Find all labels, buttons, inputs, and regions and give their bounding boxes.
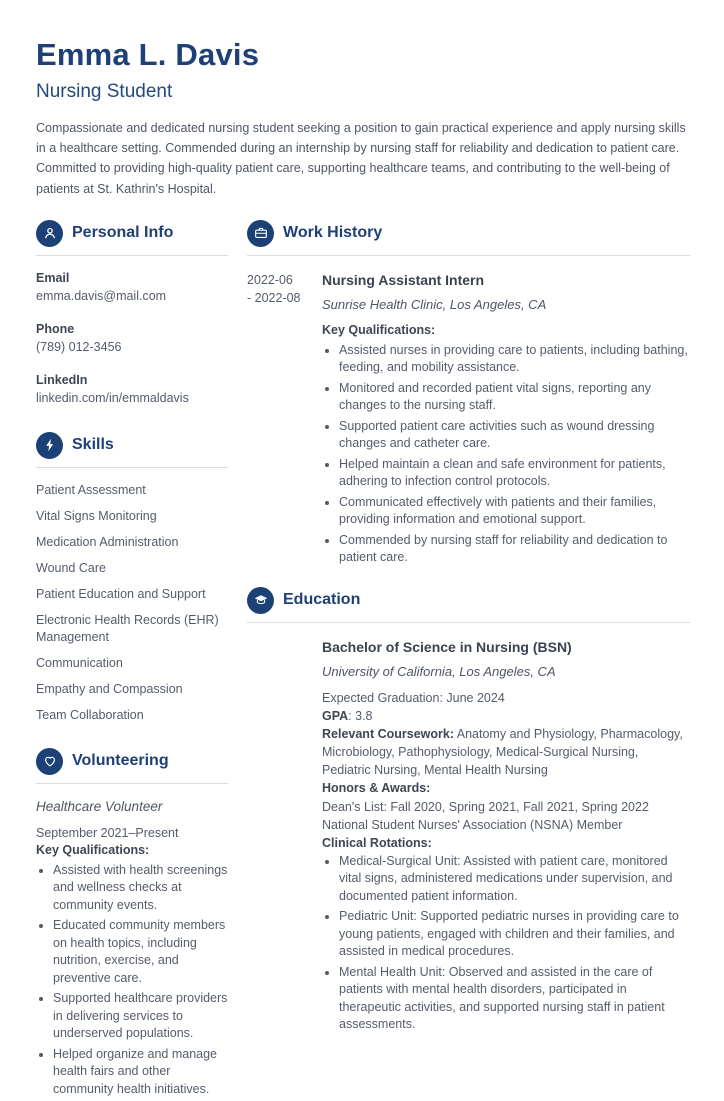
education-school: University of California, Los Angeles, CA <box>322 663 556 679</box>
education-detail-text: Dean's List: Fall 2020, Spring 2021, Fall 2021, Spring 2022 <box>322 799 649 814</box>
education-degree: Bachelor of Science in Nursing (BSN) <box>322 638 572 655</box>
contact-field-value: (789) 012-3456 <box>36 340 122 355</box>
volunteer-bullet-list <box>36 862 228 1099</box>
right-column <box>247 220 690 1101</box>
education-detail-text: Expected Graduation: June 2024 <box>322 690 505 705</box>
volunteer-bullet: • Helped organize and manage health fairs and other community health initiatives. <box>53 1046 228 1099</box>
education-detail-line <box>322 689 690 707</box>
work-entry-title: Nursing Assistant Intern <box>322 271 485 288</box>
skill-item: Vital Signs Monitoring <box>36 508 157 523</box>
education-detail-text: : 3.8 <box>348 708 373 723</box>
skill-item: Wound Care <box>36 560 106 575</box>
education-detail-line <box>322 779 690 797</box>
education-detail-line <box>322 816 690 834</box>
summary-text: Compassionate and dedicated nursing student seeking a position to gain practical experience and apply nursing skills in a healthcare setting. Commended during an internship by nursing staff for reliability and dedication to patient care. Committed to providing high-quality patient care, supporting healthcare teams, and contributing to the well-being of patients at St. Kathrin's Hospital. <box>36 120 686 196</box>
skills-header <box>36 432 228 468</box>
candidate-job-title: Nursing Student <box>36 81 173 103</box>
work-bullet: • Assisted nurses in providing care to patients, including bathing, feeding, and mobility assistance. <box>339 342 690 377</box>
work-bullet: • Helped maintain a clean and safe environment for patients, adhering to infection control protocols. <box>339 456 690 491</box>
personal-info-fields <box>36 270 228 408</box>
education-detail-text: Anatomy and Physiology, Pharmacology, Microbiology, Pathophysiology, Medical-Surgical Nursing, Pediatric Nursing, Mental Health Nursing <box>322 727 683 778</box>
volunteering-header <box>36 748 228 784</box>
education-detail-label: GPA <box>322 708 349 723</box>
skills-heading: Skills <box>72 436 114 454</box>
volunteer-bullet: • Educated community members on health topics, including nutrition, exercise, and preventive care. <box>53 917 228 987</box>
contact-field-label: Phone <box>36 321 75 336</box>
skill-item: Medication Administration <box>36 534 179 549</box>
volunteer-qualifications-label: Key Qualifications: <box>36 843 150 858</box>
heart-icon <box>36 748 63 775</box>
education-entry-dates <box>247 638 309 1037</box>
education-detail-line <box>322 834 690 852</box>
education-detail-label: Clinical Rotations: <box>322 835 432 850</box>
work-bullet: • Commended by nursing staff for reliability and dedication to patient care. <box>339 532 690 567</box>
personal-info-header <box>36 220 228 256</box>
resume-header <box>36 38 690 199</box>
education-entry-content <box>322 638 690 1037</box>
clinical-rotations-list <box>322 853 690 1034</box>
contact-field <box>36 372 228 408</box>
skill-item: Communication <box>36 655 123 670</box>
section-personal-info <box>36 220 228 408</box>
skill-item: Electronic Health Records (EHR) Management <box>36 612 219 644</box>
section-education <box>247 587 690 1037</box>
skills-list <box>36 482 228 724</box>
work-entry-content <box>322 271 690 570</box>
education-detail-line <box>322 707 690 725</box>
education-detail-line <box>322 725 690 779</box>
education-details <box>322 689 690 852</box>
section-volunteering <box>36 748 228 1099</box>
education-detail-text: National Student Nurses' Association (NSNA) Member <box>322 817 623 832</box>
volunteer-bullet: • Supported healthcare providers in delivering services to underserved populations. <box>53 990 228 1043</box>
graduation-cap-icon <box>247 587 274 614</box>
contact-field-value: linkedin.com/in/emmaldavis <box>36 391 189 406</box>
personal-info-heading: Personal Info <box>72 224 174 242</box>
education-detail-label: Honors & Awards: <box>322 781 431 796</box>
work-entry <box>247 271 690 570</box>
education-detail-label: Relevant Coursework: <box>322 727 454 742</box>
work-bullet-list <box>322 342 690 567</box>
briefcase-icon <box>247 220 274 247</box>
volunteer-dates: September 2021–Present <box>36 825 179 840</box>
person-icon <box>36 220 63 247</box>
volunteering-entry <box>36 799 228 1099</box>
clinical-rotation-bullet: • Medical-Surgical Unit: Assisted with patient care, monitored vital signs, administered medications under supervision, and documented patient information. <box>339 853 690 906</box>
work-bullet: • Supported patient care activities such as wound dressing changes and catheter care. <box>339 418 690 453</box>
volunteer-bullet: • Assisted with health screenings and wellness checks at community events. <box>53 862 228 915</box>
work-bullet: • Communicated effectively with patients and their families, providing information and emotional support. <box>339 494 690 529</box>
work-entry-body <box>322 322 690 567</box>
left-column <box>36 220 228 1101</box>
contact-field <box>36 270 228 306</box>
section-skills <box>36 432 228 724</box>
work-history-header <box>247 220 690 256</box>
education-header <box>247 587 690 623</box>
contact-field-value: emma.davis@mail.com <box>36 289 167 304</box>
skill-item: Patient Assessment <box>36 482 146 497</box>
bolt-icon <box>36 432 63 459</box>
work-qualifications-label: Key Qualifications: <box>322 323 436 338</box>
clinical-rotation-bullet: • Mental Health Unit: Observed and assisted in the care of patients with mental health disorders, participated in therapeutic activities, and supported nursing staff in patient assessments. <box>339 964 690 1034</box>
work-date-end: - 2022-08 <box>247 291 301 306</box>
education-detail-line <box>322 798 690 816</box>
skill-item: Team Collaboration <box>36 707 144 722</box>
resume-columns <box>36 220 690 1101</box>
clinical-rotation-bullet: • Pediatric Unit: Supported pediatric nurses in providing care to young patients, engaged with children and their families, and assisted in medical procedures. <box>339 908 690 961</box>
education-heading: Education <box>283 591 361 609</box>
volunteering-heading: Volunteering <box>72 752 169 770</box>
skill-item: Empathy and Compassion <box>36 681 183 696</box>
work-entry-company: Sunrise Health Clinic, Los Angeles, CA <box>322 297 547 313</box>
education-entry <box>247 638 690 1037</box>
work-history-heading: Work History <box>283 224 383 242</box>
volunteer-role: Healthcare Volunteer <box>36 798 163 814</box>
candidate-name: Emma L. Davis <box>36 37 260 72</box>
work-entry-dates <box>247 271 309 570</box>
work-bullet: • Monitored and recorded patient vital signs, reporting any changes to the nursing staff. <box>339 380 690 415</box>
contact-field-label: Email <box>36 270 70 285</box>
section-work-history <box>247 220 690 570</box>
skill-item: Patient Education and Support <box>36 586 206 601</box>
contact-field <box>36 321 228 357</box>
contact-field-label: LinkedIn <box>36 372 88 387</box>
work-date-start: 2022-06 <box>247 272 293 287</box>
